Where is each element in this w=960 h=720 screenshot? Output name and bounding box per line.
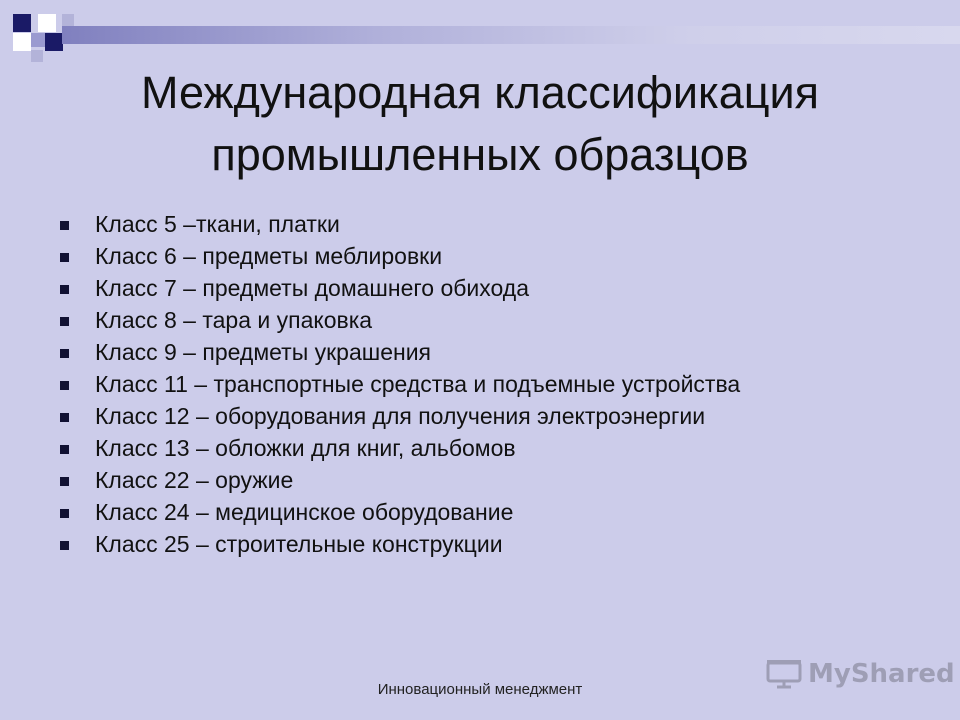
- list-item-text: Класс 22 – оружие: [95, 467, 294, 493]
- list-item-text: Класс 25 – строительные конструкции: [95, 531, 503, 557]
- square-bullet-icon: [60, 285, 69, 294]
- watermark-logo: [766, 655, 955, 693]
- decorative-square: [62, 14, 74, 26]
- list-item: [58, 272, 740, 304]
- decorative-square: [38, 14, 56, 32]
- projector-screen-icon: [766, 659, 802, 689]
- decorative-square: [31, 33, 45, 47]
- square-bullet-icon: [60, 509, 69, 518]
- list-item: [58, 496, 740, 528]
- list-item-text: Класс 8 – тара и упаковка: [95, 307, 373, 333]
- decorative-square: [45, 33, 63, 51]
- list-item: [58, 432, 740, 464]
- list-item-text: Класс 6 – предметы меблировки: [95, 243, 443, 269]
- list-item-text: Класс 11 – транспортные средства и подъемные устройства: [95, 371, 741, 397]
- list-item: [58, 368, 740, 400]
- square-bullet-icon: [60, 221, 69, 230]
- decorative-square: [31, 50, 43, 62]
- list-item-text: Класс 7 – предметы домашнего обихода: [95, 275, 529, 301]
- list-item-text: Класс 12 – оборудования для получения электроэнергии: [95, 403, 706, 429]
- square-bullet-icon: [60, 253, 69, 262]
- square-bullet-icon: [60, 349, 69, 358]
- slide-title-line-1: Международная классификация: [140, 67, 820, 118]
- list-item-text: Класс 9 – предметы украшения: [95, 339, 432, 365]
- list-item: [58, 464, 740, 496]
- list-item: [58, 240, 740, 272]
- watermark-text: MyShared: [808, 659, 955, 689]
- list-item: [58, 304, 740, 336]
- decorative-square: [13, 14, 31, 32]
- slide-title: [0, 62, 960, 186]
- square-bullet-icon: [60, 317, 69, 326]
- list-item: [58, 208, 740, 240]
- square-bullet-icon: [60, 381, 69, 390]
- slide-footer: Инновационный менеджмент: [377, 681, 583, 698]
- decorative-square: [13, 33, 31, 51]
- list-item: [58, 336, 740, 368]
- list-item: [58, 400, 740, 432]
- list-item-text: Класс 24 – медицинское оборудование: [95, 499, 514, 525]
- decorative-top-bar: [62, 26, 960, 44]
- square-bullet-icon: [60, 541, 69, 550]
- list-item-text: Класс 13 – обложки для книг, альбомов: [95, 435, 516, 461]
- square-bullet-icon: [60, 445, 69, 454]
- bullet-list: [58, 208, 740, 560]
- list-item-text: Класс 5 –ткани, платки: [95, 211, 340, 237]
- list-item: [58, 528, 740, 560]
- square-bullet-icon: [60, 413, 69, 422]
- square-bullet-icon: [60, 477, 69, 486]
- slide-title-line-2: промышленных образцов: [211, 129, 749, 180]
